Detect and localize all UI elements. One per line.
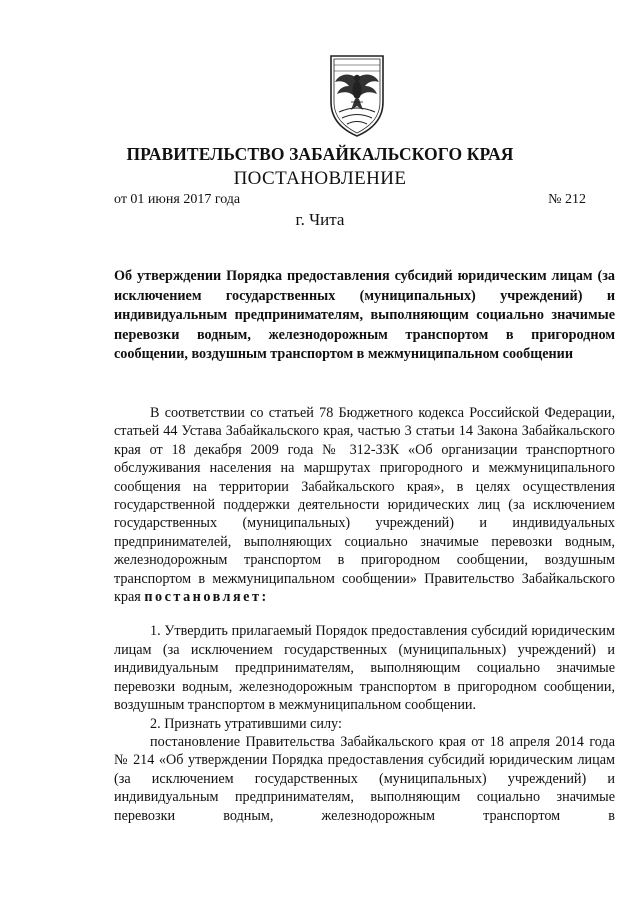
item-2-subparagraph: постановление Правительства Забайкальского края от 18 апреля 2014 года № 214 «Об утверждении Порядка предоставления субсидий юридическим лицам (за исключением государственных (муниципальных) учреждений) и индивидуальным предпринимателям, выполняющим социально значимые перевозки водным, железнодорожным транспортом в	[114, 733, 615, 824]
government-title: ПРАВИТЕЛЬСТВО ЗАБАЙКАЛЬСКОГО КРАЯ	[126, 144, 514, 164]
document-body	[114, 404, 615, 825]
document-city: г. Чита	[295, 210, 345, 229]
preamble-paragraph	[114, 404, 615, 606]
item-2-paragraph: 2. Признать утратившими силу:	[150, 715, 342, 732]
document-subject: Об утверждении Порядка предоставления субсидий юридическим лицам (за исключением государственных (муниципальных) учреждений) и индивидуальным предпринимателям, выполняющим социально значимые перевозки водным, железнодорожным транспортом в пригородном сообщении, воздушным транспортом в межмуниципальном сообщении	[114, 268, 615, 362]
preamble-text: В соответствии со статьей 78 Бюджетного кодекса Российской Федерации, статьей 44 Устава Забайкальского края, частью 3 статьи 14 Закона Забайкальского края от 18 декабря 2009 года № 312-ЗЗК «Об организации транспортного обслуживания населения на маршрутах пригородного и межмуниципального сообщения на территории Забайкальского края», в целях осуществления государственной поддержки деятельности юридических лиц (за исключением государственных (муниципальных) учреждений) и индивидуальных предпринимателей, выполняющих социально значимые перевозки водным, железнодорожным транспортом в пригородном сообщении, воздушным транспортом в межмуниципальном сообщении» Правительство Забайкальского края	[114, 405, 615, 606]
document-type: ПОСТАНОВЛЕНИЕ	[233, 168, 407, 189]
document-number: № 212	[548, 192, 586, 207]
item-1-paragraph: 1. Утвердить прилагаемый Порядок предоставления субсидий юридическим лицам (за исключением государственных (муниципальных) учреждений) и индивидуальным предпринимателям, выполняющим социально значимые перевозки водным, железнодорожным транспортом в пригородном сообщении, воздушным транспортом в межмуниципальном сообщении.	[114, 623, 615, 714]
decree-word: постановляет:	[144, 589, 269, 606]
document-date: от 01 июня 2017 года	[114, 192, 241, 207]
coat-of-arms-emblem	[325, 52, 389, 138]
